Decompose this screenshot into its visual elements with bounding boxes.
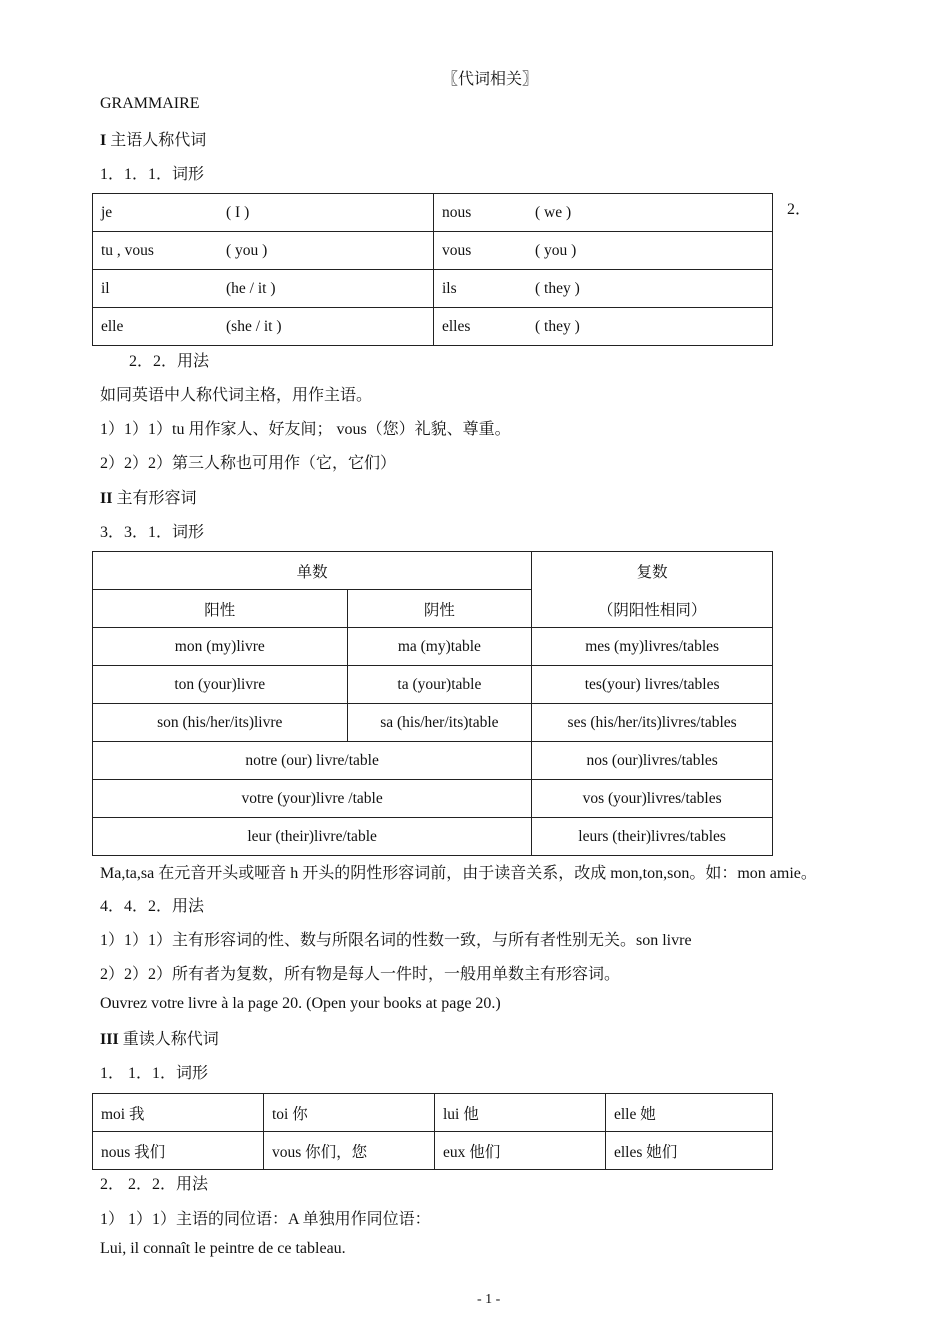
table-row	[93, 270, 773, 308]
gloss: ( I )	[226, 203, 250, 221]
section-2-paragraph: 1）1）1）主有形容词的性、数与所限名词的性数一致，与所有者性别无关。son livre	[100, 932, 692, 949]
table-cell: ma (my)table	[347, 628, 532, 666]
section-2-title: 主有形容词	[116, 490, 197, 507]
table-cell: ta (your)table	[347, 666, 532, 704]
pronoun: vous	[442, 241, 472, 259]
side-number: 2．	[787, 201, 812, 218]
table-cell: eux 他们	[435, 1132, 606, 1170]
header-plural	[532, 552, 773, 628]
table-row	[93, 552, 773, 590]
section-1-title: 主语人称代词	[110, 132, 207, 149]
pronoun: il	[101, 279, 110, 297]
table-cell: leurs (their)livres/tables	[532, 818, 773, 856]
section-3-sub2: 2． 2．2．用法	[100, 1176, 209, 1193]
section-2-heading	[100, 485, 196, 508]
stressed-pronoun-table	[92, 1093, 773, 1170]
table-cell: elle 她	[606, 1094, 773, 1132]
section-1-roman: I	[100, 132, 107, 149]
gloss: (she / it )	[226, 317, 282, 335]
gloss: ( they )	[535, 317, 580, 335]
table-cell: moi 我	[93, 1094, 264, 1132]
table-row	[93, 818, 773, 856]
table-cell: nos (our)livres/tables	[532, 742, 773, 780]
table-row	[93, 308, 773, 346]
section-1-sub1: 1．1．1．词形	[100, 166, 205, 183]
gloss: (he / it )	[226, 279, 276, 297]
table-row	[93, 780, 773, 818]
table-row	[93, 742, 773, 780]
header-singular: 单数	[93, 552, 532, 590]
header-masculine: 阳性	[93, 590, 348, 628]
table-cell: leur (their)livre/table	[93, 818, 532, 856]
section-3-title: 重读人称代词	[122, 1031, 219, 1048]
table-row	[93, 194, 773, 232]
table-cell: nous 我们	[93, 1132, 264, 1170]
table-cell: vos (your)livres/tables	[532, 780, 773, 818]
pronoun: ils	[442, 279, 457, 297]
section-3-example: Lui, il connaît le peintre de ce tableau.	[100, 1240, 346, 1257]
possessive-adjective-table	[92, 551, 773, 856]
section-2-paragraph: 2）2）2）所有者为复数，所有物是每人一件时，一般用单数主有形容词。	[100, 966, 621, 983]
pronoun: je	[101, 203, 113, 221]
gloss: ( you )	[226, 241, 268, 259]
pronoun: tu , vous	[101, 241, 154, 259]
table-row	[93, 666, 773, 704]
table-cell: ton (your)livre	[93, 666, 348, 704]
gloss: ( they )	[535, 279, 580, 297]
table-row	[93, 1094, 773, 1132]
subject-pronoun-table	[92, 193, 773, 346]
pronoun: elle	[101, 317, 124, 335]
table-cell: son (his/her/its)livre	[93, 704, 348, 742]
gloss: ( we )	[535, 203, 572, 221]
gloss: ( you )	[535, 241, 577, 259]
section-3-heading	[100, 1026, 219, 1049]
table-cell: notre (our) livre/table	[93, 742, 532, 780]
table-cell: vous 你们，您	[264, 1132, 435, 1170]
table-cell: sa (his/her/its)table	[347, 704, 532, 742]
section-1-sub2: 2．2．用法	[129, 353, 210, 370]
section-3-paragraph: 1） 1）1）主语的同位语：A 单独用作同位语：	[100, 1211, 431, 1228]
header-plural-label: 复数	[636, 563, 668, 581]
section-1-paragraph: 2）2）2）第三人称也可用作（它，它们）	[100, 455, 397, 472]
section-2-note: Ma,ta,sa 在元音开头或哑音 h 开头的阴性形容词前，由于读音关系，改成 mon,ton,son。如：mon amie。	[100, 865, 817, 882]
section-1-paragraph: 1）1）1）tu 用作家人、好友间； vous（您）礼貌、尊重。	[100, 421, 511, 438]
section-1-heading	[100, 127, 206, 150]
table-cell: votre (your)livre /table	[93, 780, 532, 818]
grammaire-heading: GRAMMAIRE	[100, 95, 200, 112]
section-3-sub1: 1． 1．1．词形	[100, 1065, 209, 1082]
section-2-sub2: 4．4．2．用法	[100, 898, 205, 915]
table-row	[93, 232, 773, 270]
table-cell: mon (my)livre	[93, 628, 348, 666]
table-cell: elles 她们	[606, 1132, 773, 1170]
header-feminine: 阴性	[347, 590, 532, 628]
section-2-roman: II	[100, 490, 113, 507]
section-1-paragraph: 如同英语中人称代词主格，用作主语。	[100, 387, 373, 404]
section-2-example: Ouvrez votre livre à la page 20. (Open your books at page 20.)	[100, 995, 501, 1012]
table-cell: toi 你	[264, 1094, 435, 1132]
table-row	[93, 1132, 773, 1170]
header-plural-note: （阴阳性相同）	[597, 601, 707, 619]
table-row	[93, 628, 773, 666]
page-title: 〖代词相关〗	[442, 71, 539, 88]
table-cell: ses (his/her/its)livres/tables	[532, 704, 773, 742]
section-3-roman: III	[100, 1031, 119, 1048]
pronoun: nous	[442, 203, 472, 221]
page-number: - 1 -	[477, 1292, 501, 1307]
table-row	[93, 704, 773, 742]
table-cell: mes (my)livres/tables	[532, 628, 773, 666]
section-2-sub1: 3．3．1．词形	[100, 524, 205, 541]
table-cell: lui 他	[435, 1094, 606, 1132]
table-cell: tes(your) livres/tables	[532, 666, 773, 704]
pronoun: elles	[442, 317, 471, 335]
